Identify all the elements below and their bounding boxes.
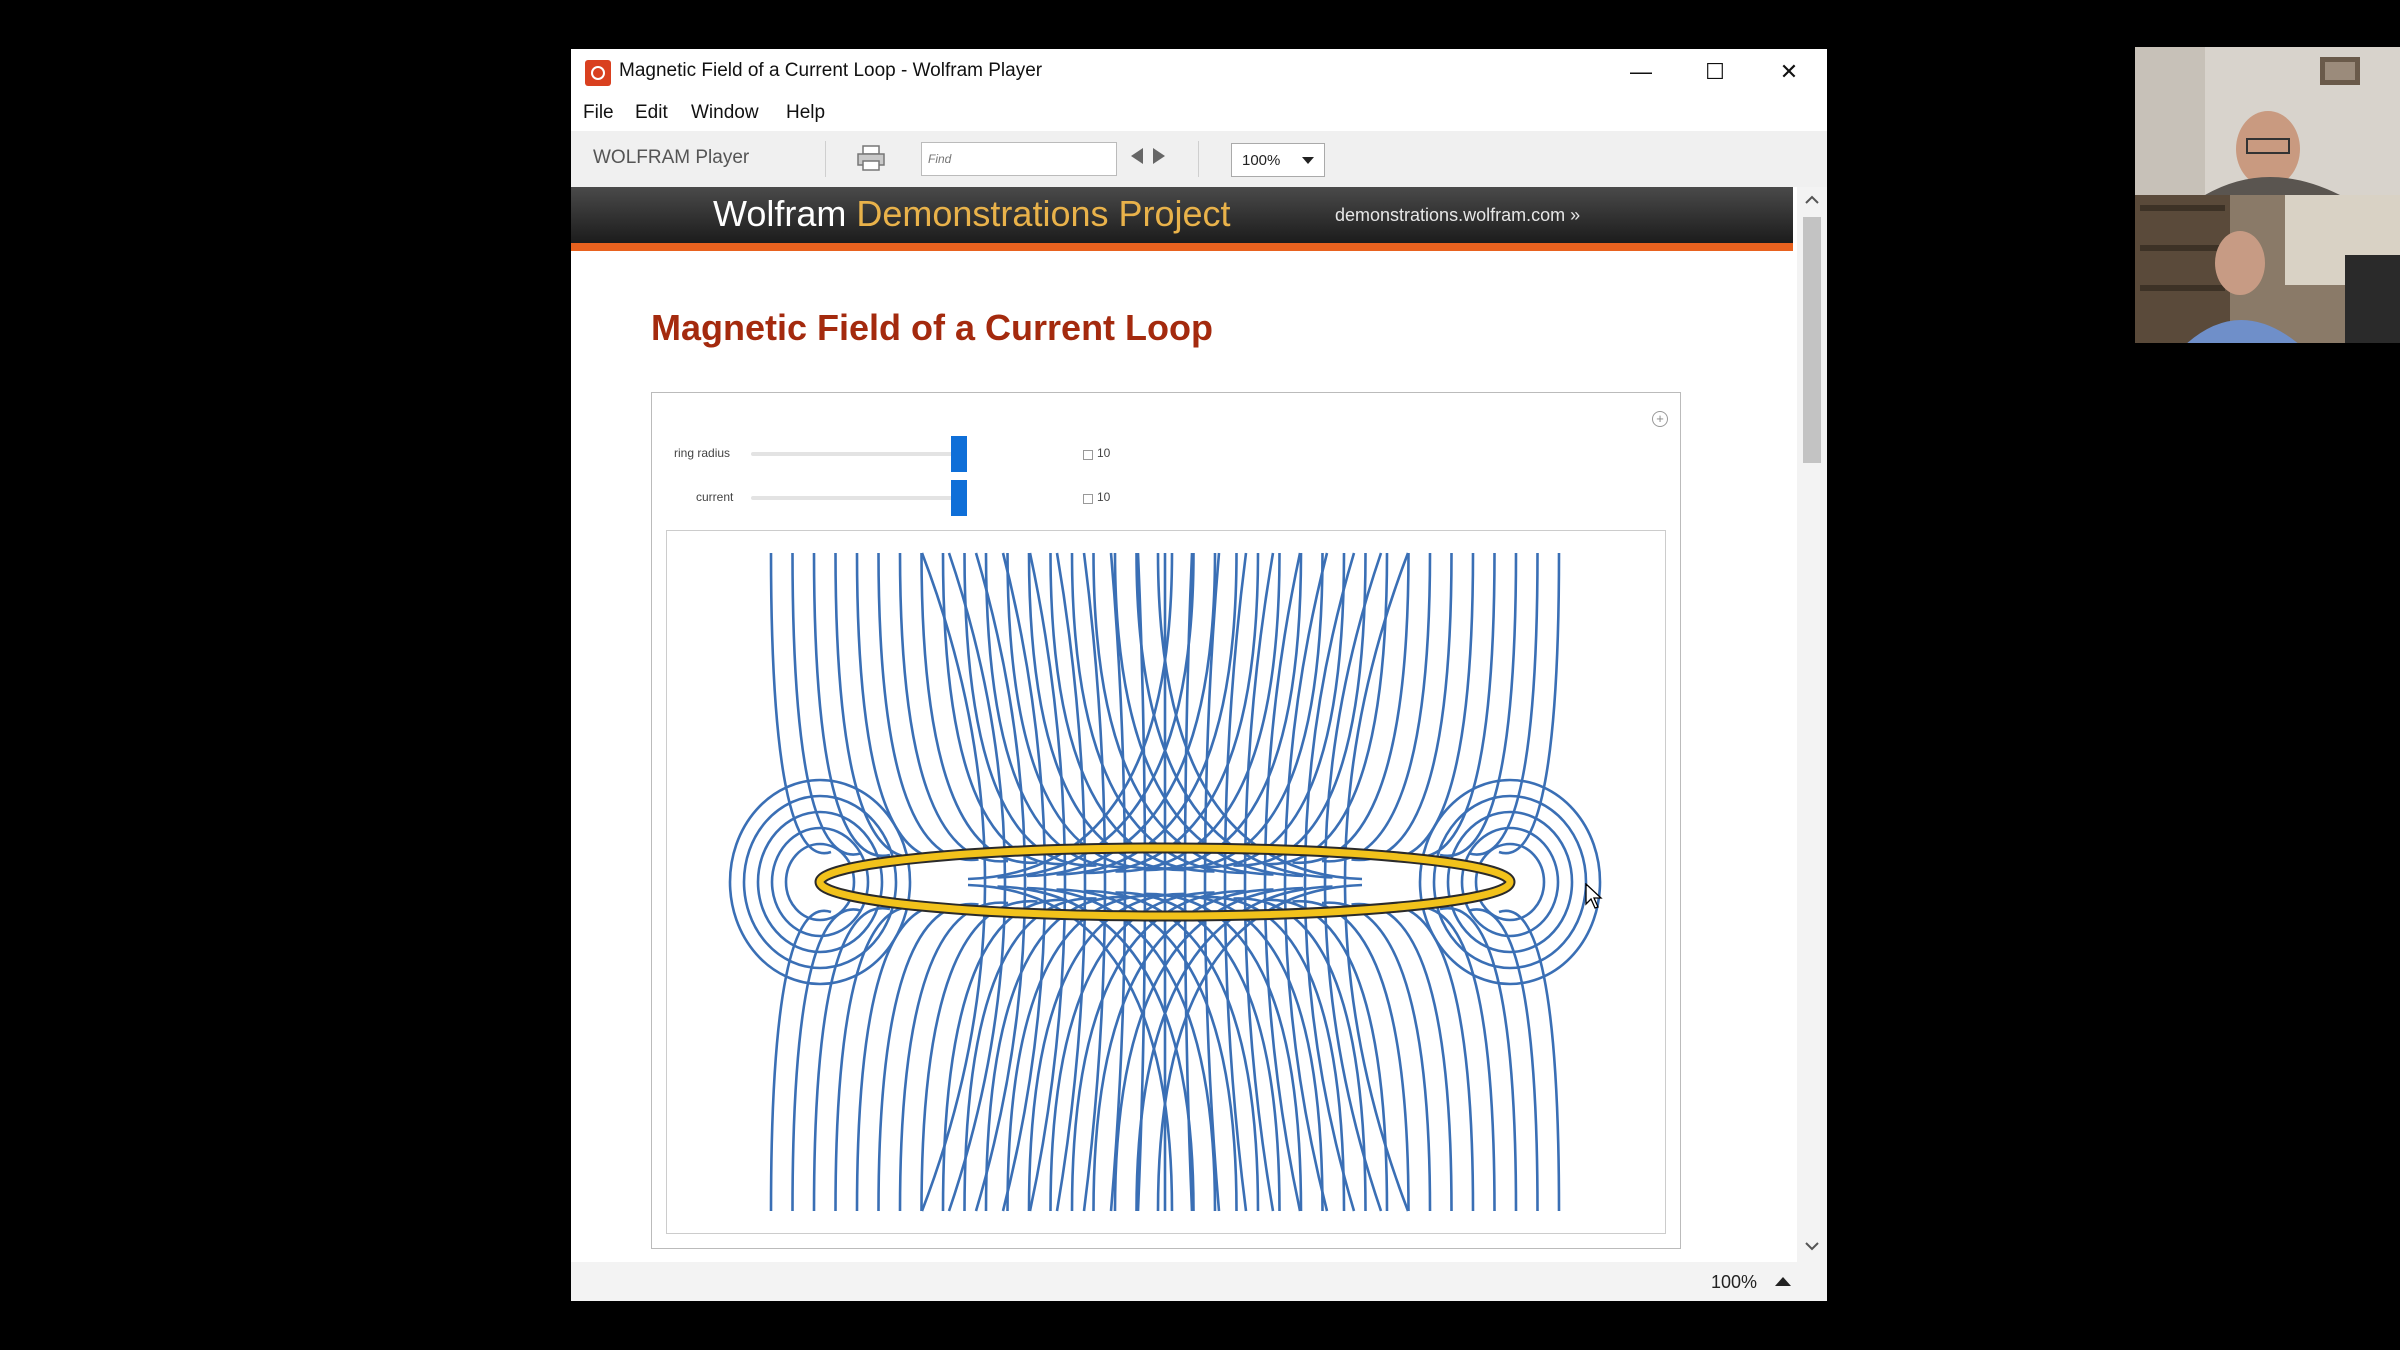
manipulate-panel	[651, 392, 1681, 1249]
scroll-down-icon[interactable]	[1797, 1235, 1827, 1259]
chevron-down-icon	[1302, 157, 1314, 164]
zoom-select[interactable]	[1231, 143, 1325, 177]
page-title: Magnetic Field of a Current Loop	[651, 307, 1214, 348]
field-line	[1138, 553, 1145, 1211]
field-plot	[666, 530, 1666, 1234]
banner-project: Demonstrations Project	[856, 193, 1231, 234]
toolbar	[571, 131, 1827, 188]
ring-radius-value: 10	[1097, 446, 1111, 460]
field-line	[976, 553, 1025, 1211]
field-line	[1057, 553, 1085, 1211]
title-bar	[571, 49, 1827, 95]
banner-stripe	[571, 243, 1793, 251]
menu-help[interactable]: Help	[786, 102, 826, 123]
participant-video-1	[2135, 47, 2400, 195]
notebook-content	[571, 187, 1797, 1262]
field-line	[1084, 553, 1105, 1211]
video-tile-participant-1	[2135, 47, 2400, 195]
field-line	[1185, 553, 1192, 1211]
field-line	[922, 553, 985, 1211]
current-label: current	[696, 490, 734, 504]
zoom-value: 100%	[1242, 152, 1281, 169]
options-plus-icon[interactable]: +	[1652, 411, 1668, 427]
field-line	[949, 553, 1005, 1211]
status-zoom: 100%	[1711, 1272, 1758, 1292]
participant-video-2	[2135, 195, 2400, 343]
print-icon[interactable]	[856, 145, 886, 171]
maximize-button[interactable]: ☐	[1705, 59, 1725, 84]
menu-edit[interactable]: Edit	[635, 102, 668, 123]
field-line	[1111, 553, 1125, 1211]
current-expand-icon[interactable]	[1083, 494, 1093, 504]
current-slider-thumb[interactable]	[951, 480, 967, 516]
ring-radius-expand-icon[interactable]	[1083, 450, 1093, 460]
ring-radius-label: ring radius	[674, 446, 731, 460]
field-line	[1345, 553, 1408, 1211]
toolbar-separator	[825, 141, 826, 177]
banner-title	[713, 193, 1231, 235]
field-line	[1205, 553, 1219, 1211]
window-title: Magnetic Field of a Current Loop - Wolfram Player	[619, 60, 1043, 81]
field-lines-graphic	[667, 531, 1665, 1233]
status-bar	[571, 1262, 1827, 1301]
video-tile-participant-2	[2135, 195, 2400, 343]
demonstrations-banner	[571, 187, 1793, 243]
field-line	[1030, 553, 1065, 1211]
toolbar-separator	[1198, 141, 1199, 177]
field-line	[1265, 553, 1300, 1211]
menu-window[interactable]: Window	[691, 102, 759, 123]
vertical-scrollbar[interactable]	[1797, 187, 1827, 1262]
zoom-up-icon[interactable]	[1775, 1277, 1791, 1286]
mouse-cursor-icon	[1585, 883, 1605, 911]
current-slider[interactable]	[751, 496, 959, 500]
find-previous-button[interactable]	[1131, 148, 1143, 164]
banner-wolfram: Wolfram	[713, 193, 847, 234]
field-line	[1305, 553, 1354, 1211]
scroll-up-icon[interactable]	[1797, 187, 1827, 211]
menu-bar	[571, 95, 1827, 131]
close-button[interactable]: ✕	[1779, 59, 1799, 84]
field-line	[1245, 553, 1273, 1211]
find-input[interactable]	[921, 142, 1117, 176]
wolfram-player-icon	[585, 60, 611, 86]
toolbar-label: WOLFRAM Player	[593, 147, 750, 168]
find-next-button[interactable]	[1153, 148, 1165, 164]
app-window	[571, 49, 1827, 1301]
field-line	[1225, 553, 1246, 1211]
ring-radius-slider[interactable]	[751, 452, 959, 456]
current-value: 10	[1097, 490, 1111, 504]
minimize-button[interactable]: —	[1630, 59, 1652, 84]
field-line	[1325, 553, 1381, 1211]
ring-radius-slider-thumb[interactable]	[951, 436, 967, 472]
scrollbar-thumb[interactable]	[1803, 217, 1821, 463]
menu-file[interactable]: File	[583, 102, 614, 123]
demonstrations-link[interactable]: demonstrations.wolfram.com »	[1335, 205, 1581, 225]
